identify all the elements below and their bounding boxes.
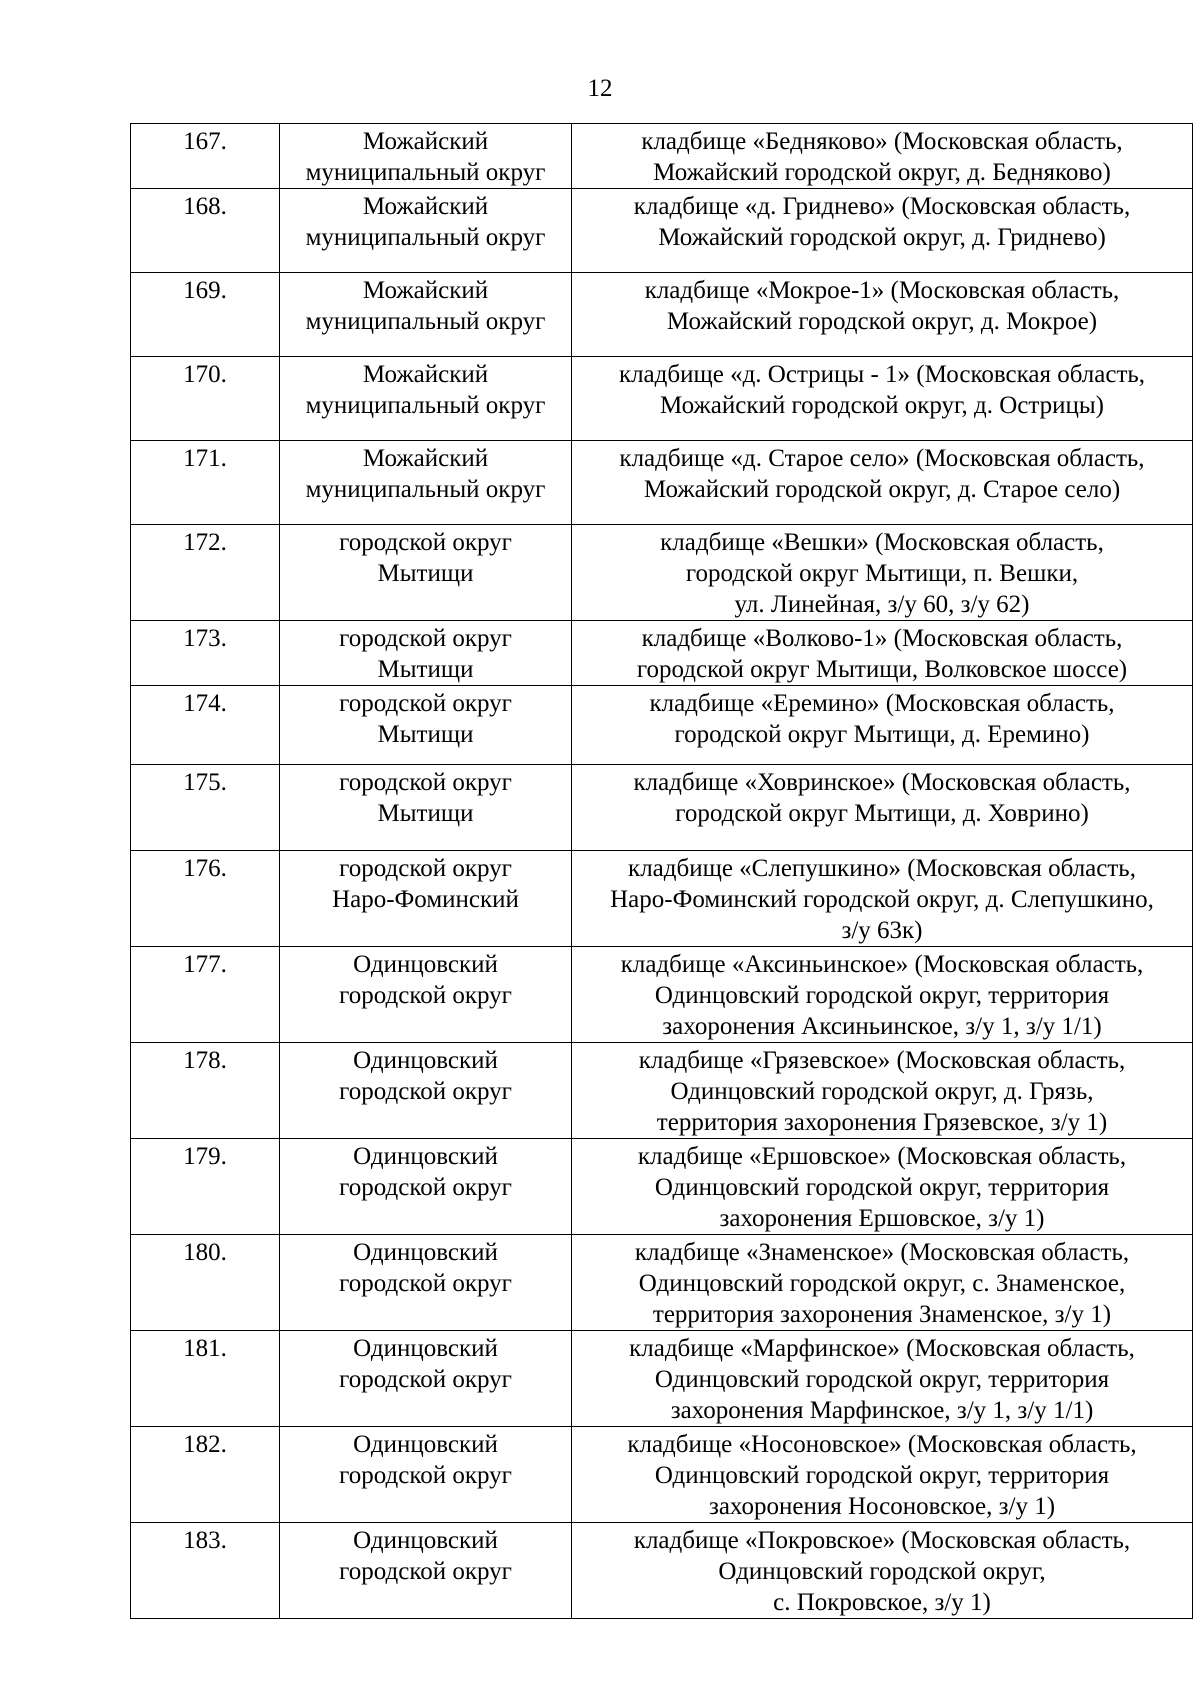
table-row (131, 189, 1193, 273)
table-row (131, 1427, 1193, 1523)
district-line: Можайский (362, 277, 489, 304)
table-row (131, 525, 1193, 621)
row-number: 174. (131, 686, 280, 765)
table-row (131, 441, 1193, 525)
district-line: городской округ (339, 1174, 512, 1201)
cemetery-line: территория захоронения Знаменское, з/у 1) (652, 1301, 1112, 1328)
table-row (131, 765, 1193, 851)
row-number: 176. (131, 851, 280, 947)
district-line: Наро-Фоминский (332, 886, 519, 913)
cemetery-cell (572, 525, 1193, 621)
cemetery-table (130, 123, 1193, 1619)
table-row (131, 1331, 1193, 1427)
district-line: городской округ (339, 1366, 512, 1393)
district-cell (280, 686, 572, 765)
table-row (131, 947, 1193, 1043)
district-line: Одинцовский (353, 1431, 498, 1458)
row-number: 168. (131, 189, 280, 273)
district-line: Одинцовский (353, 1143, 498, 1170)
district-line: городской округ (339, 1558, 512, 1585)
cemetery-line: кладбище «д. Старое село» (Московская область, (619, 445, 1145, 472)
district-cell (280, 357, 572, 441)
cemetery-line: кладбище «Аксиньинское» (Московская область, (620, 951, 1144, 978)
district-line: городской округ (339, 855, 512, 882)
cemetery-line: Одинцовский городской округ, с. Знаменское, (638, 1270, 1126, 1297)
row-number: 182. (131, 1427, 280, 1523)
district-cell (280, 851, 572, 947)
cemetery-cell (572, 1139, 1193, 1235)
cemetery-line: Одинцовский городской округ, (718, 1558, 1046, 1585)
district-cell (280, 1235, 572, 1331)
cemetery-line: Одинцовский городской округ, территория (654, 1174, 1110, 1201)
row-number: 175. (131, 765, 280, 851)
cemetery-line: захоронения Марфинское, з/у 1, з/у 1/1) (670, 1397, 1094, 1424)
cemetery-cell (572, 686, 1193, 765)
cemetery-line: кладбище «Мокрое-1» (Московская область, (644, 277, 1120, 304)
table-row (131, 273, 1193, 357)
district-cell (280, 441, 572, 525)
district-cell (280, 1331, 572, 1427)
row-number: 181. (131, 1331, 280, 1427)
cemetery-line: Одинцовский городской округ, территория (654, 1366, 1110, 1393)
table-row (131, 357, 1193, 441)
cemetery-cell (572, 1523, 1193, 1619)
district-cell (280, 273, 572, 357)
table-row (131, 686, 1193, 765)
district-line: городской округ (339, 1462, 512, 1489)
table-row (131, 621, 1193, 686)
row-number: 169. (131, 273, 280, 357)
row-number: 167. (131, 124, 280, 189)
row-number: 173. (131, 621, 280, 686)
cemetery-line: кладбище «д. Гриднево» (Московская область, (633, 193, 1131, 220)
cemetery-line: Можайский городской округ, д. Бедняково) (653, 159, 1111, 186)
cemetery-cell (572, 1331, 1193, 1427)
cemetery-cell (572, 1427, 1193, 1523)
cemetery-line: захоронения Носоновское, з/у 1) (708, 1493, 1056, 1520)
district-cell (280, 124, 572, 189)
row-number: 180. (131, 1235, 280, 1331)
cemetery-table-body (131, 124, 1193, 1619)
cemetery-line: кладбище «Слепушкино» (Московская область, (628, 855, 1136, 882)
district-line: Одинцовский (353, 951, 498, 978)
district-cell (280, 1427, 572, 1523)
district-line: Мытищи (377, 721, 474, 748)
cemetery-cell (572, 851, 1193, 947)
row-number: 177. (131, 947, 280, 1043)
district-line: городской округ (339, 1270, 512, 1297)
cemetery-cell (572, 1043, 1193, 1139)
district-cell (280, 1523, 572, 1619)
cemetery-line: кладбище «Носоновское» (Московская область, (627, 1431, 1137, 1458)
page-number: 12 (587, 75, 613, 102)
cemetery-line: ул. Линейная, з/у 60, з/у 62) (734, 591, 1030, 618)
cemetery-line: городской округ Мытищи, п. Вешки, (685, 560, 1079, 587)
cemetery-line: Наро-Фоминский городской округ, д. Слепушкино, (610, 886, 1154, 913)
cemetery-line: с. Покровское, з/у 1) (773, 1589, 991, 1616)
table-row (131, 1523, 1193, 1619)
district-line: городской округ (339, 1078, 512, 1105)
district-line: Мытищи (377, 800, 474, 827)
cemetery-line: городской округ Мытищи, д. Ховрино) (675, 800, 1089, 827)
row-number: 178. (131, 1043, 280, 1139)
cemetery-line: з/у 63к) (841, 917, 923, 944)
cemetery-line: захоронения Аксиньинское, з/у 1, з/у 1/1) (662, 1013, 1102, 1040)
row-number: 170. (131, 357, 280, 441)
district-line: городской округ (339, 982, 512, 1009)
cemetery-line: Можайский городской округ, д. Гриднево) (658, 224, 1106, 251)
cemetery-line: кладбище «Покровское» (Московская область, (633, 1527, 1131, 1554)
cemetery-line: территория захоронения Грязевское, з/у 1) (656, 1109, 1108, 1136)
district-cell (280, 189, 572, 273)
district-cell (280, 525, 572, 621)
district-line: Можайский (362, 361, 489, 388)
table-row (131, 851, 1193, 947)
table-row (131, 124, 1193, 189)
cemetery-line: кладбище «Бедняково» (Московская область, (641, 128, 1123, 155)
cemetery-line: кладбище «Вешки» (Московская область, (660, 529, 1104, 556)
cemetery-cell (572, 765, 1193, 851)
district-cell (280, 621, 572, 686)
district-line: городской округ (339, 529, 512, 556)
cemetery-line: Можайский городской округ, д. Острицы) (660, 392, 1104, 419)
district-line: муниципальный округ (305, 476, 546, 503)
row-number: 172. (131, 525, 280, 621)
row-number: 183. (131, 1523, 280, 1619)
district-line: Можайский (362, 128, 489, 155)
district-line: Можайский (362, 193, 489, 220)
table-row (131, 1043, 1193, 1139)
row-number: 171. (131, 441, 280, 525)
district-line: городской округ (339, 690, 512, 717)
cemetery-line: Одинцовский городской округ, территория (654, 982, 1110, 1009)
cemetery-line: кладбище «Знаменское» (Московская область, (634, 1239, 1130, 1266)
cemetery-line: Можайский городской округ, д. Старое село) (643, 476, 1121, 503)
cemetery-line: кладбище «Грязевское» (Московская область, (638, 1047, 1126, 1074)
cemetery-line: Можайский городской округ, д. Мокрое) (666, 308, 1098, 335)
district-line: муниципальный округ (305, 308, 546, 335)
district-cell (280, 765, 572, 851)
row-number: 179. (131, 1139, 280, 1235)
cemetery-line: кладбище «д. Острицы - 1» (Московская область, (618, 361, 1146, 388)
cemetery-line: захоронения Ершовское, з/у 1) (719, 1205, 1045, 1232)
cemetery-line: Одинцовский городской округ, д. Грязь, (670, 1078, 1094, 1105)
district-line: городской округ (339, 625, 512, 652)
cemetery-line: кладбище «Ховринское» (Московская область, (633, 769, 1131, 796)
district-line: Одинцовский (353, 1335, 498, 1362)
cemetery-line: кладбище «Волково-1» (Московская область, (641, 625, 1123, 652)
cemetery-cell (572, 357, 1193, 441)
district-line: муниципальный округ (305, 224, 546, 251)
cemetery-line: кладбище «Марфинское» (Московская область, (629, 1335, 1135, 1362)
district-line: Одинцовский (353, 1239, 498, 1266)
table-row (131, 1139, 1193, 1235)
district-line: Мытищи (377, 656, 474, 683)
district-line: Одинцовский (353, 1047, 498, 1074)
district-line: городской округ (339, 769, 512, 796)
cemetery-line: Одинцовский городской округ, территория (654, 1462, 1110, 1489)
cemetery-cell (572, 441, 1193, 525)
district-line: Одинцовский (353, 1527, 498, 1554)
district-line: Мытищи (377, 560, 474, 587)
cemetery-cell (572, 947, 1193, 1043)
cemetery-line: городской округ Мытищи, Волковское шоссе) (636, 656, 1128, 683)
district-line: Можайский (362, 445, 489, 472)
cemetery-cell (572, 189, 1193, 273)
district-line: муниципальный округ (305, 392, 546, 419)
cemetery-line: городской округ Мытищи, д. Еремино) (674, 721, 1090, 748)
district-cell (280, 1043, 572, 1139)
district-cell (280, 947, 572, 1043)
cemetery-line: кладбище «Еремино» (Московская область, (649, 690, 1115, 717)
district-cell (280, 1139, 572, 1235)
table-row (131, 1235, 1193, 1331)
cemetery-cell (572, 273, 1193, 357)
district-line: муниципальный округ (305, 159, 546, 186)
cemetery-cell (572, 124, 1193, 189)
cemetery-cell (572, 1235, 1193, 1331)
cemetery-line: кладбище «Ершовское» (Московская область, (637, 1143, 1127, 1170)
cemetery-cell (572, 621, 1193, 686)
